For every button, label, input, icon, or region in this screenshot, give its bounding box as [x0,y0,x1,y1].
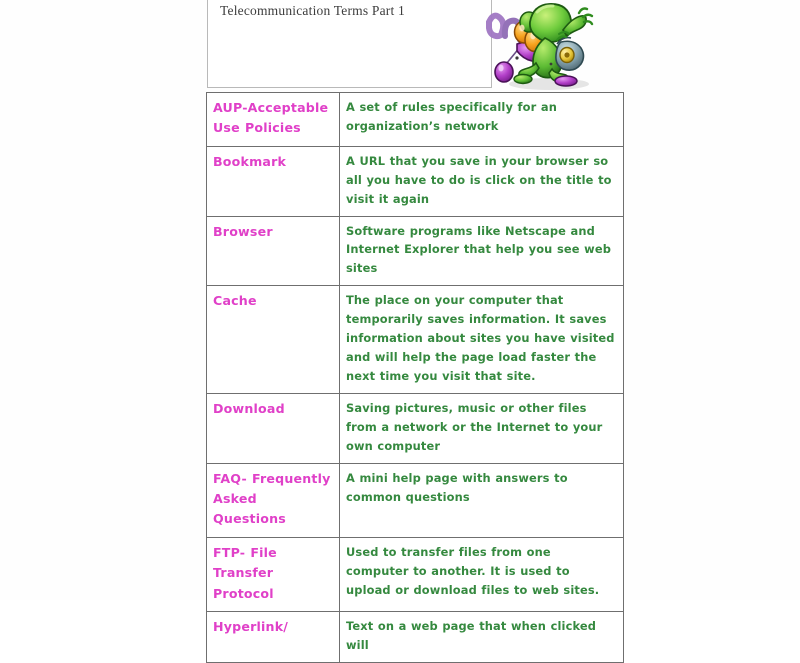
table-cell-definition [340,612,624,663]
term-label: Bookmark [213,153,287,169]
table-cell-definition [340,93,624,147]
term-label: Hyperlink/ [213,619,289,635]
definition-text: A URL that you save in your browser so all you have to do is click on the title to visit it again [346,153,612,206]
glossary-table [206,92,624,663]
glossary-table-body [207,93,624,663]
table-cell-term [207,216,340,286]
definition-text: The place on your computer that temporarily saves information. It saves information about sites you have visited and will help the page load faster the next time you visit that site. [346,293,615,383]
table-row [207,216,624,286]
term-label: AUP-Acceptable Use Policies [213,100,329,136]
table-cell-term [207,463,340,537]
table-row [207,537,624,611]
alien-satchel [556,38,584,71]
table-cell-definition [340,216,624,286]
term-label: FTP- File Transfer Protocol [213,544,277,601]
table-cell-definition [340,393,624,463]
definition-text: Software programs like Netscape and Internet Explorer that help you see web sites [346,223,612,276]
table-cell-term [207,537,340,611]
table-cell-term [207,286,340,394]
table-cell-definition [340,146,624,216]
table-cell-term [207,393,340,463]
table-row [207,463,624,537]
term-label: Browser [213,223,273,239]
definition-text: A mini help page with answers to common questions [346,470,568,504]
table-cell-definition [340,537,624,611]
table-row [207,286,624,394]
definition-text: Used to transfer files from one computer to another. It is used to upload or download files to web sites. [346,544,600,597]
term-label: Download [213,400,285,416]
page-title: Telecommunication Terms Part 1 [220,3,405,18]
table-cell-definition [340,463,624,537]
table-cell-term [207,146,340,216]
table-row [207,93,624,147]
table-row [207,612,624,663]
table-cell-term [207,612,340,663]
title-box [207,0,492,88]
table-row [207,393,624,463]
definition-text: Saving pictures, music or other files from a network or the Internet to your own computer [346,400,603,453]
term-label: FAQ- Frequently Asked Questions [213,470,331,527]
definition-text: A set of rules specifically for an organization’s network [346,100,558,133]
table-cell-definition [340,286,624,394]
table-row [207,146,624,216]
term-label: Cache [213,293,257,309]
table-cell-term [207,93,340,147]
definition-text: Text on a web page that when clicked will [346,619,597,652]
green-alien-with-balloons-clipart [487,0,603,92]
